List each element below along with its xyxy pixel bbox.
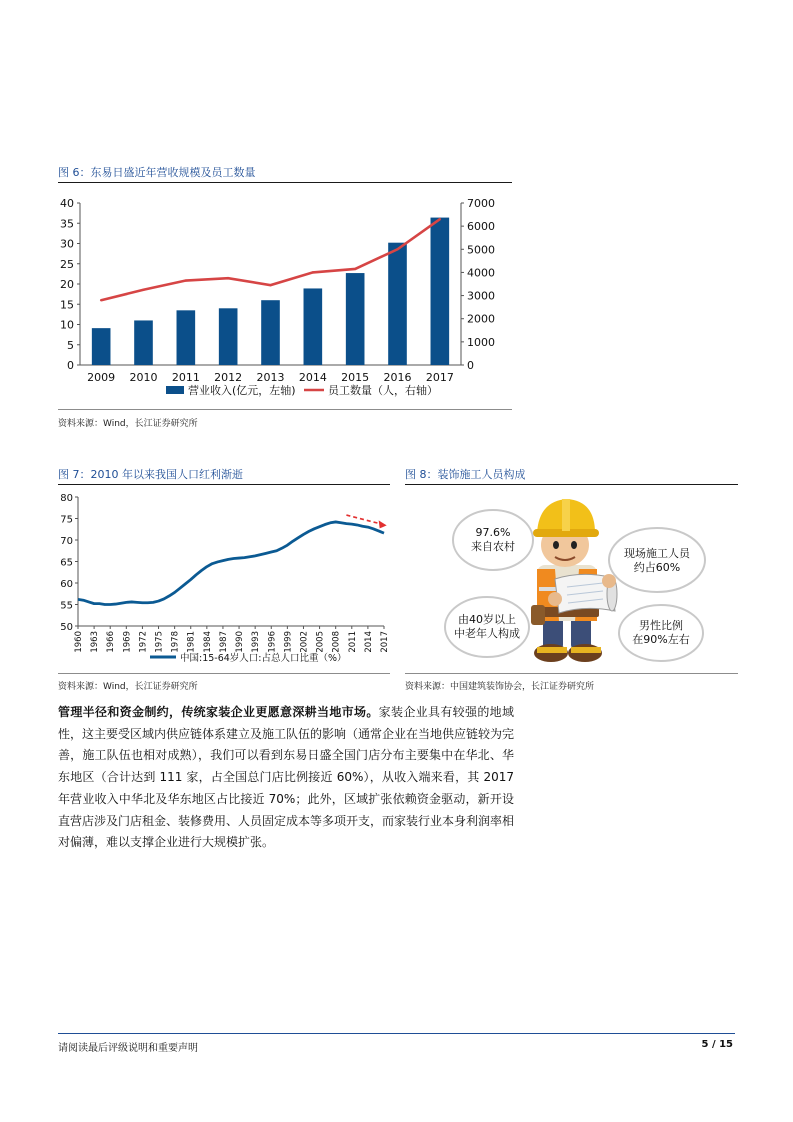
figure7-top-rule [58,484,390,485]
x-tick-label: 1984 [202,631,213,653]
x-tick-label: 1999 [283,631,294,653]
x-tick-label: 2015 [341,371,370,384]
right-tick-label: 3000 [467,289,495,303]
x-tick-label: 2014 [363,631,374,653]
legend-line-label: 员工数量（人，右轴） [328,384,438,397]
x-tick-label: 1960 [74,631,84,653]
body-paragraph [58,702,514,854]
x-tick-label: 2002 [299,631,310,653]
x-tick-label: 1987 [218,631,229,653]
revenue-bar [304,288,323,365]
x-tick-label: 2008 [331,631,342,653]
revenue-bar [388,243,407,365]
x-tick-label: 2013 [256,371,285,384]
revenue-bar [219,308,238,365]
left-tick-label: 15 [60,298,74,312]
y-tick-label: 50 [60,622,73,633]
footer-page-number: 5 / 15 [701,1039,733,1050]
x-tick-label: 1975 [154,631,165,653]
paragraph-lead: 管理半径和资金制约，传统家装企业更愿意深耕当地市场。 [58,705,379,719]
right-tick-label: 0 [467,359,474,372]
y-tick-label: 65 [60,557,73,569]
y-tick-label: 75 [60,514,73,526]
x-tick-label: 2010 [129,371,158,384]
svg-text:97.6%: 97.6% [475,526,511,539]
right-tick-label: 4000 [467,266,495,280]
left-tick-label: 5 [67,338,74,352]
x-tick-label: 1993 [251,631,262,653]
decline-arrow-line [346,515,380,524]
svg-text:男性比例: 男性比例 [639,619,683,632]
figure7-title: 图 7：2010 年以来我国人口红利渐逝 [58,468,243,481]
x-tick-label: 1981 [186,631,197,653]
right-tick-label: 1000 [467,335,495,349]
x-tick-label: 2017 [380,631,390,653]
left-tick-label: 10 [60,318,74,332]
svg-text:由40岁以上: 由40岁以上 [458,613,516,626]
x-tick-label: 2011 [347,631,358,653]
bubble-site-workers [609,528,705,592]
figure6-bottom-rule [58,409,512,410]
employee-point [312,271,314,273]
figure6-source: 资料来源：Wind，长江证券研究所 [58,419,198,429]
figure7-chart [58,487,390,672]
left-tick-label: 30 [60,237,74,251]
figure8-bottom-rule [405,673,738,674]
figure6-top-rule [58,182,512,183]
revenue-bar [346,273,365,365]
x-tick-label: 2011 [171,371,200,384]
bubble-rural [453,510,533,570]
x-tick-label: 2017 [425,371,454,384]
right-tick-label: 7000 [467,197,495,210]
employee-point [142,289,144,291]
legend-bar-label: 营业收入(亿元，左轴) [188,384,296,397]
bubble-age [445,597,529,657]
figure8-worker-illustration [405,487,738,672]
x-tick-label: 2016 [383,371,412,384]
svg-text:约占60%: 约占60% [633,561,681,574]
employee-point [396,248,398,250]
x-tick-label: 2005 [315,631,326,653]
worker-icon [531,499,617,662]
x-tick-label: 1966 [106,631,117,653]
footer-rule [58,1033,735,1034]
y-tick-label: 60 [60,579,73,590]
legend-bar-swatch [166,386,184,394]
legend-label: 中国:15-64岁人口:占总人口比重（%） [180,653,347,664]
figure6-title: 图 6：东易日盛近年营收规模及员工数量 [58,166,256,179]
svg-text:现场施工人员: 现场施工人员 [624,547,690,560]
left-tick-label: 20 [60,278,74,291]
employee-point [439,218,441,220]
x-tick-label: 1990 [235,631,246,653]
left-tick-label: 0 [67,359,74,372]
revenue-bar [92,328,111,365]
revenue-bar [134,320,153,365]
x-tick-label: 2012 [214,371,243,384]
paragraph-body: 家装企业具有较强的地域性，这主要受区域内供应链体系建立及施工队伍的影响（通常企业在当地供应链较为完善，施工队伍也相对成熟），我们可以看到东易日盛全国门店分布主要集中在华北、华东地区（合计达到 111 家，占全国总门店比例接近 60%），从收入端来看，其 2017 年营业收入中华北及华东地区占比接近 70%；此外，区域扩张依赖资金驱动，新开设直营店涉及门店租金、装修费用、人员固定成本等多项开支，而家装行业本身利润率相对偏薄，难以支撑企业进行大规模扩张。 [58,705,515,850]
figure8-title: 图 8：装饰施工人员构成 [405,468,526,481]
x-tick-label: 2009 [87,371,116,384]
x-tick-label: 1996 [267,631,278,653]
y-tick-label: 55 [60,600,73,612]
left-tick-label: 25 [60,257,74,271]
decline-arrow-head [379,520,387,528]
employee-point [185,279,187,281]
figure7-source: 资料来源：Wind，长江证券研究所 [58,682,198,692]
employee-point [269,284,271,286]
left-tick-label: 40 [60,197,74,210]
revenue-bar [261,300,280,365]
population-share-line [78,522,384,605]
svg-text:在90%左右: 在90%左右 [632,633,690,646]
bubble-male [619,605,703,661]
figure8-top-rule [405,484,738,485]
x-tick-label: 1972 [138,631,149,653]
x-tick-label: 1969 [122,631,133,653]
employee-point [354,268,356,270]
figure7-bottom-rule [58,673,390,674]
employee-point [100,299,102,301]
right-tick-label: 5000 [467,243,495,257]
y-tick-label: 80 [60,493,73,504]
revenue-bar [177,310,196,365]
right-tick-label: 2000 [467,312,495,326]
figure6-chart [58,185,513,407]
employee-point [227,277,229,279]
svg-text:中老年人构成: 中老年人构成 [454,627,520,640]
left-tick-label: 35 [60,217,74,231]
figure8-source: 资料来源：中国建筑装饰协会，长江证券研究所 [405,682,595,692]
footer-disclaimer: 请阅读最后评级说明和重要声明 [58,1043,198,1054]
x-tick-label: 2014 [298,371,327,384]
revenue-bar [431,218,450,365]
right-tick-label: 6000 [467,220,495,234]
y-tick-label: 70 [60,536,73,547]
x-tick-label: 1963 [90,631,101,653]
x-tick-label: 1978 [170,631,181,653]
svg-text:来自农村: 来自农村 [471,540,515,553]
